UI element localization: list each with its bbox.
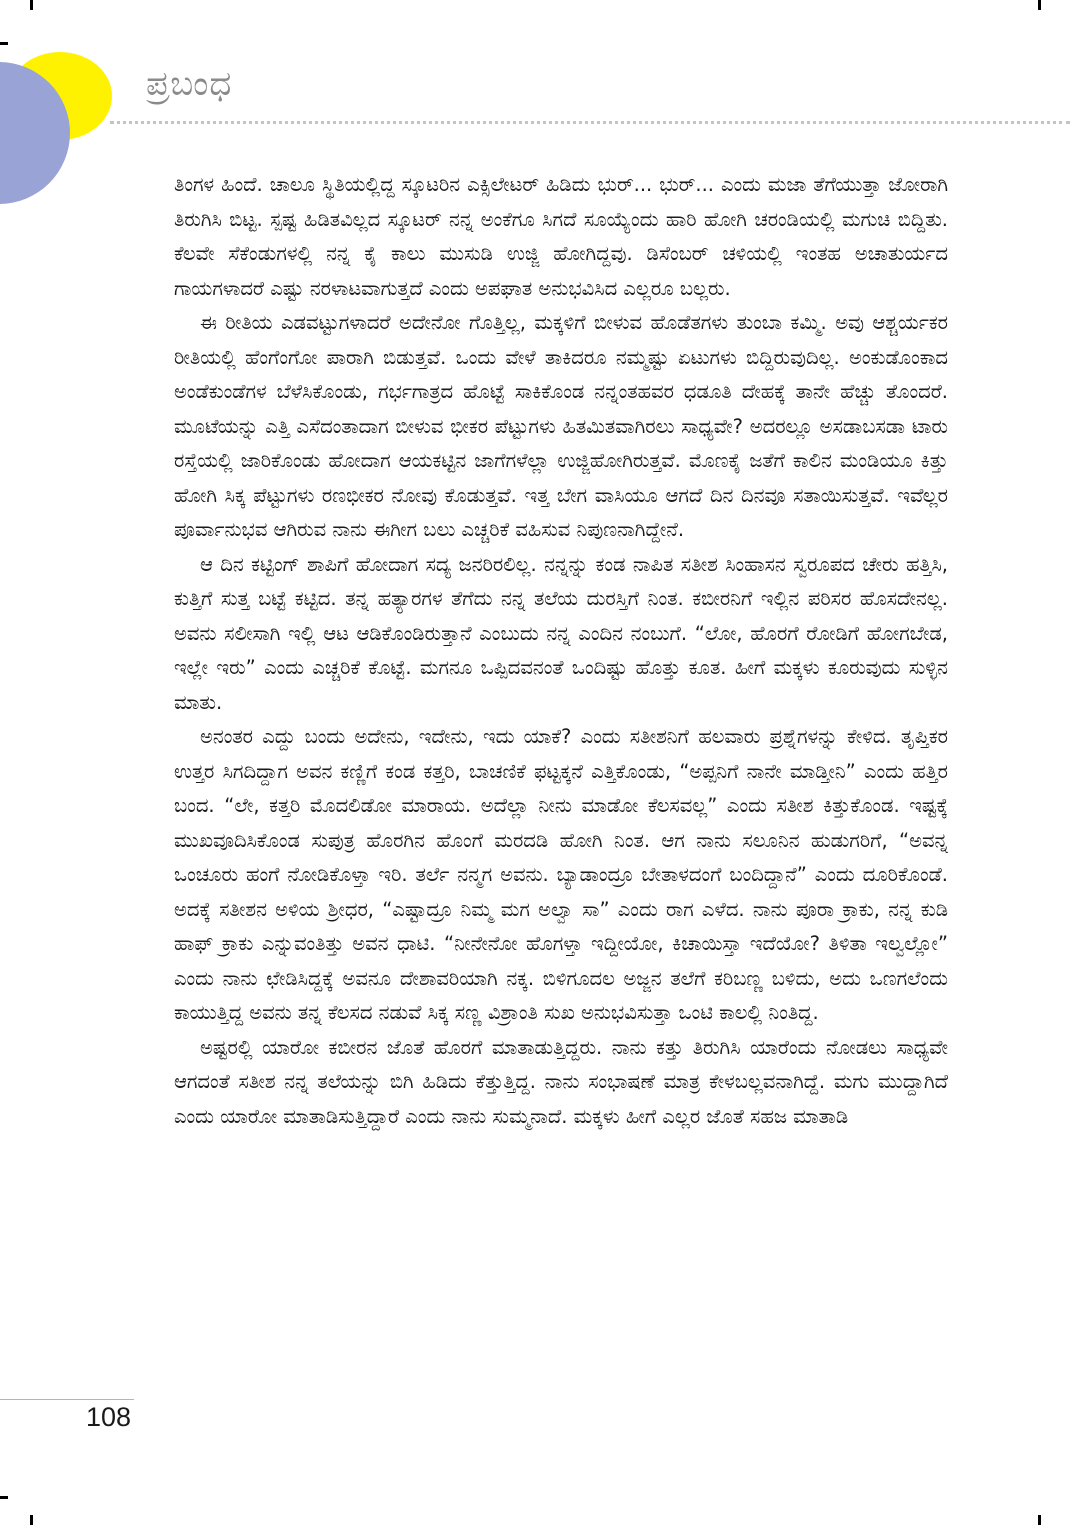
crop-mark-left-lower [0, 1496, 8, 1499]
paragraph: ಆ ದಿನ ಕಟ್ಟಿಂಗ್ ಶಾಪಿಗೆ ಹೋದಾಗ ಸದ್ಯ ಜನರಿರಲಿಲ್ಲ. ನನ್ನನ್ನು ಕಂಡ ನಾಪಿತ ಸತೀಶ ಸಿಂಹಾಸನ ಸ್ವರೂಪದ ಚೇರು ಹತ್ತಿಸಿ, ಕುತ್ತಿಗೆ ಸುತ್ತ ಬಟ್ಟೆ ಕಟ್ಟಿದ. ತನ್ನ ಹತ್ಯಾರಗಳ ತೆಗೆದು ನನ್ನ ತಲೆಯ ದುರಸ್ತಿಗೆ ನಿಂತ. ಕಬೀರನಿಗೆ ಇಲ್ಲಿನ ಪರಿಸರ ಹೊಸದೇನಲ್ಲ. ಅವನು ಸಲೀಸಾಗಿ ಇಲ್ಲಿ ಆಟ ಆಡಿಕೊಂಡಿರುತ್ತಾನೆ ಎಂಬುದು ನನ್ನ ಎಂದಿನ ನಂಬುಗೆ. “ಲೋ, ಹೊರಗೆ ರೋಡಿಗೆ ಹೋಗಬೇಡ, ಇಲ್ಲೇ ಇರು” ಎಂದು ಎಚ್ಚರಿಕೆ ಕೊಟ್ಟೆ. ಮಗನೂ ಒಪ್ಪಿದವನಂತೆ ಒಂದಿಷ್ಟು ಹೊತ್ತು ಕೂತ. ಹೀಗೆ ಮಕ್ಕಳು ಕೂರುವುದು ಸುಳ್ಳಿನ ಮಾತು. [174, 552, 948, 714]
header-dotted-divider [110, 121, 1070, 124]
article-body [174, 168, 948, 1134]
crop-mark-bottom-left [30, 1515, 33, 1525]
crop-mark-top-right [1038, 0, 1041, 10]
footer-divider [0, 1399, 134, 1400]
section-title: ಪ್ರಬಂಧ [146, 64, 233, 104]
page-number: 108 [86, 1402, 132, 1432]
paragraph: ಅನಂತರ ಎದ್ದು ಬಂದು ಅದೇನು, ಇದೇನು, ಇದು ಯಾಕೆ? ಎಂದು ಸತೀಶನಿಗೆ ಹಲವಾರು ಪ್ರಶ್ನೆಗಳನ್ನು ಕೇಳಿದ. ತೃಪ್ತಿಕರ ಉತ್ತರ ಸಿಗದಿದ್ದಾಗ ಅವನ ಕಣ್ಣಿಗೆ ಕಂಡ ಕತ್ತರಿ, ಬಾಚಣಿಕೆ ಫಟ್ಟಕ್ಕನೆ ಎತ್ತಿಕೊಂಡು, “ಅಪ್ಪನಿಗೆ ನಾನೇ ಮಾಡ್ತೀನಿ” ಎಂದು ಹತ್ತಿರ ಬಂದ. “ಲೇ, ಕತ್ತರಿ ಮೊದಲಿಡೋ ಮಾರಾಯ. ಅದೆಲ್ಲಾ ನೀನು ಮಾಡೋ ಕೆಲಸವಲ್ಲ” ಎಂದು ಸತೀಶ ಕಿತ್ತುಕೊಂಡ. ಇಷ್ಟಕ್ಕೆ ಮುಖವೂದಿಸಿಕೊಂಡ ಸುಪುತ್ರ ಹೊರಗಿನ ಹೊಂಗೆ ಮರದಡಿ ಹೋಗಿ ನಿಂತ. ಆಗ ನಾನು ಸಲೂನಿನ ಹುಡುಗರಿಗೆ, “ಅವನ್ನ ಒಂಚೂರು ಹಂಗೆ ನೋಡಿಕೊಳ್ತಾ ಇರಿ. ತರ್ಲೆ ನನ್ಮಗ ಅವನು. ಬ್ಯಾಡಾಂದ್ರೂ ಬೇತಾಳದಂಗೆ ಬಂದಿದ್ದಾನೆ” ಎಂದು ದೂರಿಕೊಂಡೆ. ಅದಕ್ಕೆ ಸತೀಶನ ಅಳಿಯ ಶ್ರೀಧರ, “ಎಷ್ಟಾದ್ರೂ ನಿಮ್ಮ ಮಗ ಅಲ್ವಾ ಸಾ” ಎಂದು ರಾಗ ಎಳೆದ. ನಾನು ಪೂರಾ ಕ್ರಾಕು, ನನ್ನ ಕುಡಿ ಹಾಫ್ ಕ್ರಾಕು ಎನ್ನುವಂತಿತ್ತು ಅವನ ಧಾಟಿ. “ನೀನೇನೋ ಹೊಗಳ್ತಾ ಇದ್ದೀಯೋ, ಕಿಚಾಯಿಸ್ತಾ ಇದೆಯೋ? ತಿಳಿತಾ ಇಲ್ವಲ್ಲೋ” ಎಂದು ನಾನು ಛೇಡಿಸಿದ್ದಕ್ಕೆ ಅವನೂ ದೇಶಾವರಿಯಾಗಿ ನಕ್ಕ. ಬಿಳಿಗೂದಲ ಅಜ್ಜನ ತಲೆಗೆ ಕರಿಬಣ್ಣ ಬಳಿದು, ಅದು ಒಣಗಲೆಂದು ಕಾಯುತ್ತಿದ್ದ ಅವನು ತನ್ನ ಕೆಲಸದ ನಡುವೆ ಸಿಕ್ಕ ಸಣ್ಣ ವಿಶ್ರಾಂತಿ ಸುಖ ಅನುಭವಿಸುತ್ತಾ ಒಂಟಿ ಕಾಲಲ್ಲಿ ನಿಂತಿದ್ದ. [174, 725, 948, 1024]
crop-mark-top-left [30, 0, 33, 10]
paragraph: ತಿಂಗಳ ಹಿಂದೆ. ಚಾಲೂ ಸ್ಥಿತಿಯಲ್ಲಿದ್ದ ಸ್ಕೂಟರಿನ ಎಕ್ಸಿಲೇಟರ್ ಹಿಡಿದು ಭುರ್... ಭುರ್... ಎಂದು ಮಜಾ ತೆಗೆಯುತ್ತಾ ಜೋರಾಗಿ ತಿರುಗಿಸಿ ಬಿಟ್ಟ. ಸ್ಪಷ್ಟ ಹಿಡಿತವಿಲ್ಲದ ಸ್ಕೂಟರ್ ನನ್ನ ಅಂಕೆಗೂ ಸಿಗದೆ ಸೂಯ್ಯೆಂದು ಹಾರಿ ಹೋಗಿ ಚರಂಡಿಯಲ್ಲಿ ಮಗುಚಿ ಬಿದ್ದಿತು. ಕೆಲವೇ ಸೆಕೆಂಡುಗಳಲ್ಲಿ ನನ್ನ ಕೈ ಕಾಲು ಮುಸುಡಿ ಉಜ್ಜಿ ಹೋಗಿದ್ದವು. ಡಿಸೆಂಬರ್ ಚಳಿಯಲ್ಲಿ ಇಂತಹ ಅಚಾತುರ್ಯದ ಗಾಯಗಳಾದರೆ ಎಷ್ಟು ನರಳಾಟವಾಗುತ್ತದೆ ಎಂದು ಅಪಘಾತ ಅನುಭವಿಸಿದ ಎಲ್ಲರೂ ಬಲ್ಲರು. [174, 173, 948, 300]
crop-mark-left-upper [0, 42, 8, 45]
paragraph: ಅಷ್ಟರಲ್ಲಿ ಯಾರೋ ಕಬೀರನ ಜೊತೆ ಹೊರಗೆ ಮಾತಾಡುತ್ತಿದ್ದರು. ನಾನು ಕತ್ತು ತಿರುಗಿಸಿ ಯಾರೆಂದು ನೋಡಲು ಸಾಧ್ಯವೇ ಆಗದಂತೆ ಸತೀಶ ನನ್ನ ತಲೆಯನ್ನು ಬಿಗಿ ಹಿಡಿದು ಕೆತ್ತುತ್ತಿದ್ದ. ನಾನು ಸಂಭಾಷಣೆ ಮಾತ್ರ ಕೇಳಬಲ್ಲವನಾಗಿದ್ದೆ. ಮಗು ಮುದ್ದಾಗಿದೆ ಎಂದು ಯಾರೋ ಮಾತಾಡಿಸುತ್ತಿದ್ದಾರೆ ಎಂದು ನಾನು ಸುಮ್ಮನಾದೆ. ಮಕ್ಕಳು ಹೀಗೆ ಎಲ್ಲರ ಜೊತೆ ಸಹಜ ಮಾತಾಡಿ [174, 1035, 948, 1128]
crop-mark-bottom-right [1038, 1515, 1041, 1525]
paragraph: ಈ ರೀತಿಯ ಎಡವಟ್ಟುಗಳಾದರೆ ಅದೇನೋ ಗೊತ್ತಿಲ್ಲ, ಮಕ್ಕಳಿಗೆ ಬೀಳುವ ಹೊಡೆತಗಳು ತುಂಬಾ ಕಮ್ಮಿ. ಅವು ಆಶ್ಚರ್ಯಕರ ರೀತಿಯಲ್ಲಿ ಹೆಂಗೆಂಗೋ ಪಾರಾಗಿ ಬಿಡುತ್ತವೆ. ಒಂದು ವೇಳೆ ತಾಕಿದರೂ ನಮ್ಮಷ್ಟು ಏಟುಗಳು ಬಿದ್ದಿರುವುದಿಲ್ಲ. ಅಂಕುಡೊಂಕಾದ ಅಂಡೆಕುಂಡೆಗಳ ಬೆಳೆಸಿಕೊಂಡು, ಗರ್ಭಗಾತ್ರದ ಹೊಟ್ಟೆ ಸಾಕಿಕೊಂಡ ನನ್ನಂತಹವರ ಧಡೂತಿ ದೇಹಕ್ಕೆ ತಾನೇ ಹೆಚ್ಚು ತೊಂದರೆ. ಮೂಟೆಯನ್ನು ಎತ್ತಿ ಎಸೆದಂತಾದಾಗ ಬೀಳುವ ಭೀಕರ ಪೆಟ್ಟುಗಳು ಹಿತಮಿತವಾಗಿರಲು ಸಾಧ್ಯವೇ? ಅದರಲ್ಲೂ ಅಸಡಾಬಸಡಾ ಟಾರು ರಸ್ತೆಯಲ್ಲಿ ಜಾರಿಕೊಂಡು ಹೋದಾಗ ಆಯಕಟ್ಟಿನ ಜಾಗೆಗಳೆಲ್ಲಾ ಉಜ್ಜಿಹೋಗಿರುತ್ತವೆ. ಮೊಣಕೈ ಜತೆಗೆ ಕಾಲಿನ ಮಂಡಿಯೂ ಕಿತ್ತು ಹೋಗಿ ಸಿಕ್ಕ ಪೆಟ್ಟುಗಳು ರಣಭೀಕರ ನೋವು ಕೊಡುತ್ತವೆ. ಇತ್ತ ಬೇಗ ವಾಸಿಯೂ ಆಗದೆ ದಿನ ದಿನವೂ ಸತಾಯಿಸುತ್ತವೆ. ಇವೆಲ್ಲರ ಪೂರ್ವಾನುಭವ ಆಗಿರುವ ನಾನು ಈಗೀಗ ಬಲು ಎಚ್ಚರಿಕೆ ವಹಿಸುವ ನಿಪುಣನಾಗಿದ್ದೇನೆ. [174, 311, 948, 541]
